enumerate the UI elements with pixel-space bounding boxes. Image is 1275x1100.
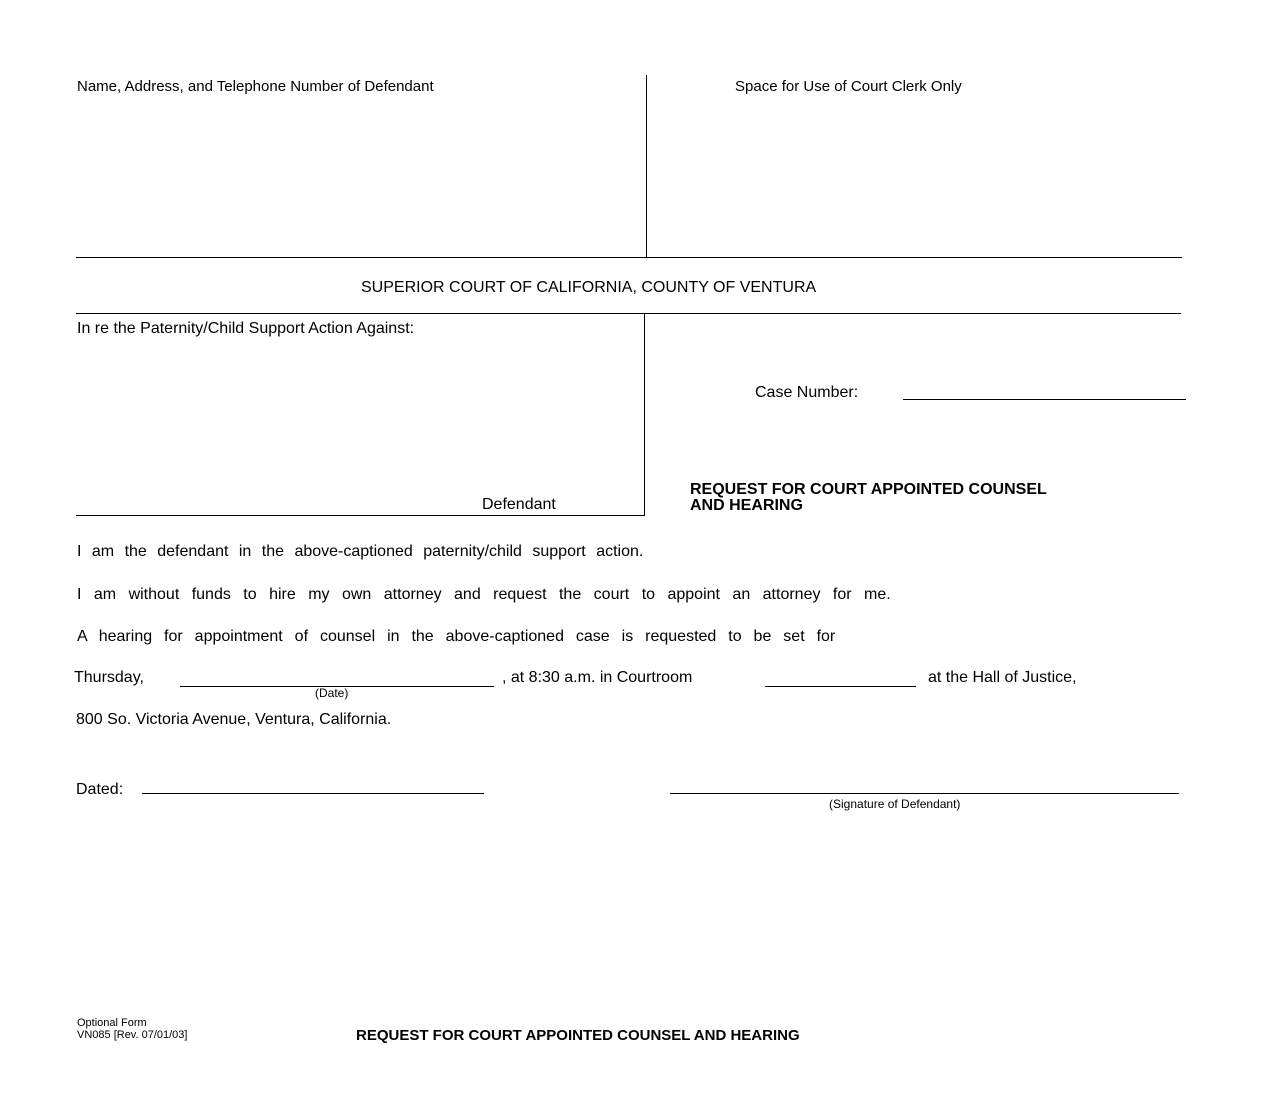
caption-divider	[644, 313, 645, 516]
form-number: VN085 [Rev. 07/01/03]	[77, 1029, 188, 1041]
form-title-line2: AND HEARING	[690, 497, 803, 514]
dated-label: Dated:	[76, 781, 124, 798]
footer-title: REQUEST FOR COURT APPOINTED COUNSEL AND HEARING	[356, 1027, 800, 1044]
header-divider	[646, 75, 647, 257]
in-re-label: In re the Paternity/Child Support Action Against:	[77, 320, 415, 337]
defendant-label: Defendant	[482, 496, 556, 513]
dated-field[interactable]	[142, 793, 484, 794]
clerk-space-label: Space for Use of Court Clerk Only	[735, 78, 962, 95]
case-number-label: Case Number:	[755, 384, 859, 401]
optional-form-label: Optional Form	[77, 1017, 147, 1029]
date-caption: (Date)	[315, 686, 349, 700]
thursday-label: Thursday,	[74, 669, 144, 686]
courtroom-field[interactable]	[765, 686, 916, 687]
signature-caption: (Signature of Defendant)	[829, 797, 961, 811]
statement-line-3: A hearing for appointment of counsel in the above-captioned case is requested to be set for	[77, 628, 836, 645]
statement-line-2: I am without funds to hire my own attorney and request the court to appoint an attorney for me.	[77, 586, 891, 603]
court-name: SUPERIOR COURT OF CALIFORNIA, COUNTY OF VENTURA	[361, 279, 817, 296]
form-title-line1: REQUEST FOR COURT APPOINTED COUNSEL	[690, 481, 1047, 498]
header-bottom-rule	[76, 257, 1182, 258]
case-number-field[interactable]	[903, 399, 1186, 400]
address-line: 800 So. Victoria Avenue, Ventura, California.	[76, 711, 392, 728]
caption-bottom-rule	[76, 515, 645, 516]
defendant-info-label: Name, Address, and Telephone Number of Defendant	[77, 78, 434, 95]
signature-field[interactable]	[670, 793, 1179, 794]
hall-of-justice-text: at the Hall of Justice,	[928, 669, 1077, 686]
court-bottom-rule	[76, 313, 1181, 314]
time-courtroom-text: , at 8:30 a.m. in Courtroom	[502, 669, 693, 686]
statement-line-1: I am the defendant in the above-captioned paternity/child support action.	[77, 543, 644, 560]
